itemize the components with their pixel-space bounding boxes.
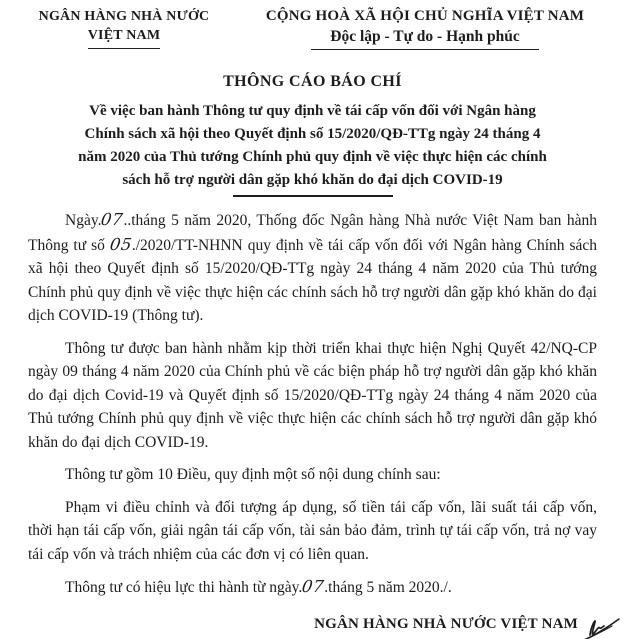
document-title: THÔNG CÁO BÁO CHÍ xyxy=(223,73,402,90)
document-header xyxy=(0,0,625,50)
paragraph-text: ./2020/TT-NHNN quy định về tái cấp vốn đối với Ngân hàng Chính sách xã hội theo Quyết định số 15/2020/QĐ-TTg ngày 24 tháng 4 năm 2020 của Thủ tướng Chính phủ quy định về việc thực hiện các chính sách hỗ trợ người dân gặp khó khăn do đại dịch COVID-19 (Thông tư). xyxy=(28,236,597,324)
national-motto: Độc lập - Tự do - Hạnh phúc xyxy=(330,28,520,45)
document-subject xyxy=(0,100,625,192)
subject-line-3: năm 2020 của Thủ tướng Chính phủ quy định về việc thực hiện các chính xyxy=(78,149,547,165)
agency-name-line2: VIỆT NAM xyxy=(87,28,161,43)
subject-line-4: sách hỗ trợ người dân gặp khó khăn do đại dịch COVID-19 xyxy=(122,172,503,188)
paragraph-text: .tháng 5 năm 2020./. xyxy=(324,579,452,596)
paragraph-issuance xyxy=(28,208,597,328)
subject-separator xyxy=(233,195,393,197)
document-footer xyxy=(0,607,625,639)
paragraph-structure xyxy=(28,463,597,487)
paragraph-contents xyxy=(28,496,597,567)
signoff-agency: NGÂN HÀNG NHÀ NƯỚC VIỆT NAM xyxy=(314,616,578,632)
paragraph-text: Thông tư gồm 10 Điều, quy định một số nội dung chính sau: xyxy=(65,466,441,483)
paragraph-effective-date xyxy=(28,575,597,600)
paragraph-purpose xyxy=(28,337,597,455)
handwritten-circular-number: 05 xyxy=(108,234,134,254)
subject-line-2: Chính sách xã hội theo Quyết định số 15/2020/QĐ-TTg ngày 24 tháng 4 xyxy=(84,126,541,142)
national-title: CỘNG HOÀ XÃ HỘI CHỦ NGHĨA VIỆT NAM xyxy=(265,8,585,24)
paragraph-text: Thông tư có hiệu lực thi hành từ ngày. xyxy=(65,579,303,596)
document-body xyxy=(28,208,597,600)
issuing-agency-block xyxy=(24,7,224,50)
paragraph-text: Thông tư được ban hành nhằm kịp thời triển khai thực hiện Nghị Quyết 42/NQ-CP ngày 09 tháng 4 năm 2020 của Chính phủ về các biện pháp hỗ trợ người dân gặp khó khăn do đại dịch Covid-19 và Quyết định số 15/2020/QĐ-TTg ngày 24 tháng 4 năm 2020 của Thủ tướng Chính phủ quy định về việc thực hiện các chính sách hỗ trợ người dân gặp khó khăn do đại dịch COVID-19. xyxy=(28,339,597,451)
national-motto-block xyxy=(241,7,609,50)
motto-underline xyxy=(311,49,539,50)
agency-underline xyxy=(88,48,160,49)
subject-line-1: Về việc ban hành Thông tư quy định về tái cấp vốn đối với Ngân hàng xyxy=(89,103,536,119)
signature-initials-icon xyxy=(581,613,621,639)
handwritten-day-number: 07 xyxy=(100,210,125,229)
paragraph-text: ..tháng 5 năm 2020, Thống đốc Ngân hàng Nhà nước Việt Nam ban hành Thông tư số xyxy=(28,212,597,254)
paragraph-text: Phạm vi điều chỉnh và đối tượng áp dụng, số tiền tái cấp vốn, lãi suất tái cấp vốn, thời hạn tái cấp vốn, giải ngân tái cấp vốn, tài sản bảo đảm, trình tự tái cấp vốn, trả nợ vay tái cấp vốn và trách nhiệm của các đơn vị có liên quan. xyxy=(28,498,597,563)
agency-name-line1: NGÂN HÀNG NHÀ NƯỚC xyxy=(38,9,210,24)
paragraph-text: Ngày. xyxy=(65,212,102,229)
handwritten-effective-day: 07 xyxy=(300,577,326,596)
